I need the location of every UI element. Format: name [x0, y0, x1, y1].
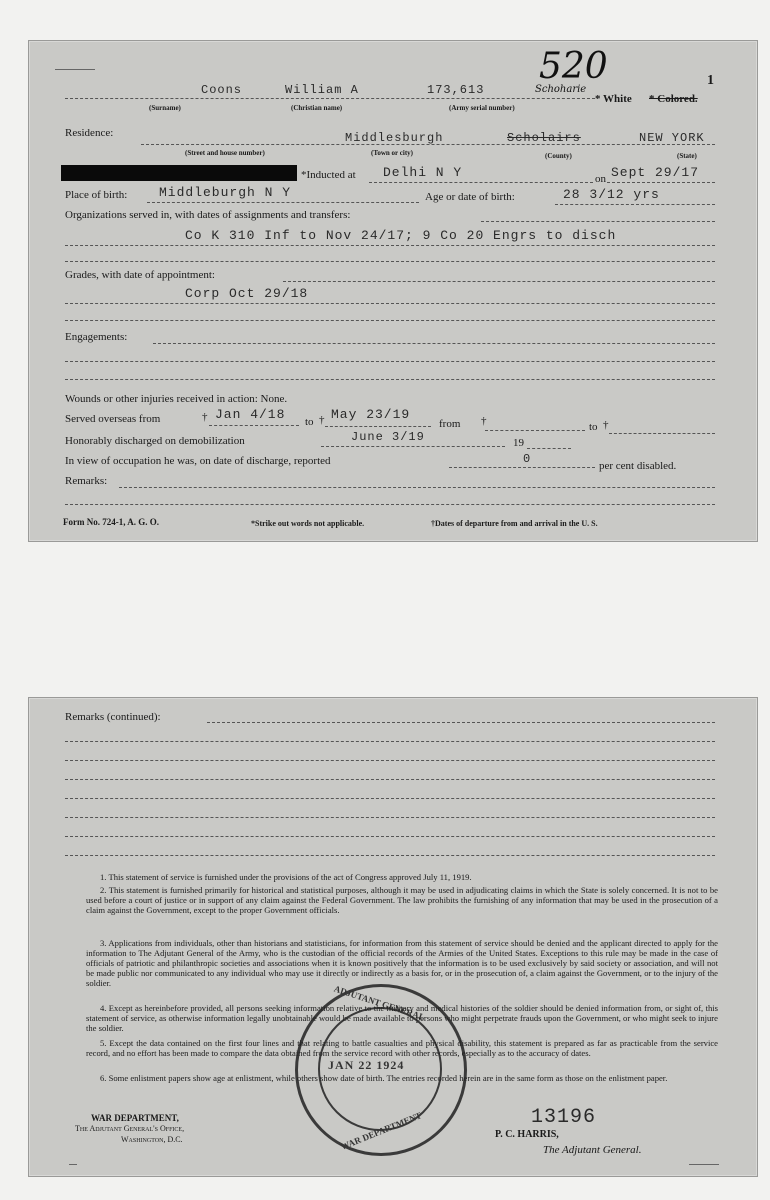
stamp-top-text: ADJUTANT GENERAL — [332, 983, 427, 1023]
age-rule — [555, 204, 715, 205]
grades-label: Grades, with date of appointment: — [65, 269, 215, 281]
organizations-rule-3 — [65, 261, 715, 262]
overseas-from-rule — [209, 425, 299, 426]
organizations-value: Co K 310 Inf to Nov 24/17; 9 Co 20 Engrs to disch — [185, 228, 617, 243]
instruction-paragraph-2: 2. This statement is furnished primarily for historical and statistical purposes, although it may be used in adjudicating claims in which the State is solely concerned. It is not to be used before a court of justice or in support of any claim against the Federal Government. The law prohibits the furnishing of any information that may be used in the prosecution of a claim against the Government, except to the proper Government officials. — [86, 885, 718, 915]
second-from-rule — [485, 430, 585, 431]
corner-tick-right — [689, 1164, 719, 1165]
instruction-paragraph-5: 5. Except the data contained on the first four lines and that relating to battle casualties and physical disability, this statement is prepared as far as practicable from the service record, and no effort has been made to compare the data obtained from the service record with other records, especially as to the accuracy of dates. — [86, 1038, 718, 1058]
disability-rule — [449, 467, 595, 468]
birth-place-rule — [147, 202, 419, 203]
remarks-cont-rule-3 — [65, 760, 715, 761]
form-number: Form No. 724-1, A. G. O. — [63, 517, 159, 527]
christian-name-value: William A — [285, 83, 359, 97]
wounds-label: Wounds or other injuries received in action: None. — [65, 393, 288, 405]
redaction-bar — [61, 165, 297, 181]
organizations-rule-1 — [481, 221, 715, 222]
instruction-paragraph-1: 1. This statement of service is furnished under the provisions of the act of Congress approved July 11, 1919. — [100, 872, 472, 882]
service-card-back — [28, 697, 758, 1177]
occupation-label: In view of occupation he was, on date of discharge, reported — [65, 455, 331, 467]
corner-rule — [55, 69, 95, 70]
town-value: Middlesburgh — [345, 131, 444, 145]
from-label: from — [439, 418, 461, 430]
overseas-to-rule — [325, 426, 431, 427]
disability-percent-value: 0 — [523, 452, 532, 466]
handwritten-record-number: 520 — [539, 46, 608, 87]
birth-place-value: Middleburgh N Y — [159, 185, 292, 200]
dept-line-3: Washington, D.C. — [121, 1135, 183, 1144]
serial-number-value: 173,613 — [427, 83, 485, 97]
engagements-rule-3 — [65, 379, 715, 380]
discharged-label: Honorably discharged on demobilization — [65, 435, 245, 447]
county-caption: (County) — [545, 152, 572, 160]
dagger-mark-3: † — [481, 415, 487, 427]
discharge-date-value: June 3/19 — [351, 430, 425, 444]
to-label-2: to — [589, 421, 598, 433]
surname-value: Coons — [201, 83, 243, 97]
name-rule — [65, 98, 595, 99]
disabled-label: per cent disabled. — [599, 460, 677, 472]
signer-title: The Adjutant General. — [543, 1144, 642, 1156]
remarks-cont-rule-2 — [65, 741, 715, 742]
serial-caption: (Army serial number) — [449, 104, 515, 112]
residence-label: Residence: — [65, 127, 114, 139]
year-prefix: 19 — [513, 437, 524, 449]
overseas-from-value: Jan 4/18 — [215, 407, 286, 422]
signer-name: P. C. HARRIS, — [495, 1129, 559, 1140]
grades-rule-1 — [283, 281, 715, 282]
inducted-place-value: Delhi N Y — [383, 165, 463, 180]
christian-name-caption: (Christian name) — [291, 104, 343, 112]
stamp-date: JAN 22 1924 — [328, 1058, 405, 1072]
stamp-bottom-text: WAR DEPARTMENT — [339, 1110, 424, 1152]
remarks-rule-2 — [65, 504, 715, 505]
dept-line-1: WAR DEPARTMENT, — [91, 1113, 179, 1123]
footnote-dates: †Dates of departure from and arrival in the U. S. — [431, 519, 598, 528]
overseas-to-value: May 23/19 — [331, 407, 411, 422]
dagger-mark-4: † — [603, 419, 609, 431]
state-caption: (State) — [677, 152, 697, 160]
birth-place-label: Place of birth: — [65, 189, 128, 201]
war-department-stamp — [295, 984, 467, 1156]
remarks-cont-rule-5 — [65, 798, 715, 799]
race-white-label: * White — [595, 93, 632, 105]
corner-tick-left — [69, 1164, 77, 1165]
dagger-mark-2: † — [319, 414, 325, 426]
remarks-cont-rule-4 — [65, 779, 715, 780]
engagements-rule-1 — [153, 343, 715, 344]
remarks-label: Remarks: — [65, 475, 108, 487]
street-caption: (Street and house number) — [185, 149, 265, 157]
race-colored-label: * Colored. — [649, 93, 698, 105]
service-card-front — [28, 40, 758, 542]
on-label: on — [595, 173, 606, 185]
remarks-cont-rule-8 — [65, 855, 715, 856]
residence-rule — [141, 144, 715, 145]
engagements-rule-2 — [65, 361, 715, 362]
discharge-date-rule — [321, 446, 505, 447]
town-caption: (Town or city) — [371, 149, 413, 157]
state-value: NEW YORK — [639, 131, 705, 145]
instruction-paragraph-3: 3. Applications from individuals, other than historians and statisticians, for information from this statement of service should be denied and the applicant directed to apply for the information to The Adjutant General of the Army, who is the custodian of the official records of the Armies of the United States. Exceptions to this rule may be made in the case of officials of patriotic and philanthropic societies and associations when it is known positively that the information is to be used exclusively by said society or association, and will not be made public nor communicated to any individual who may use it directly or indirectly as a basis for, or in the prosecution of, a claim against the Government, or to the injury of the soldier. — [86, 938, 718, 988]
inducted-date-value: Sept 29/17 — [611, 165, 700, 180]
overseas-label: Served overseas from — [65, 413, 161, 425]
age-label: Age or date of birth: — [425, 191, 515, 203]
footnote-strike-out: *Strike out words not applicable. — [251, 519, 365, 528]
inducted-label: *Inducted at — [301, 169, 356, 181]
second-to-rule — [609, 433, 715, 434]
grades-value: Corp Oct 29/18 — [185, 286, 309, 301]
dagger-mark-1: † — [202, 411, 208, 423]
remarks-rule-1 — [119, 487, 715, 488]
instruction-paragraph-6: 6. Some enlistment papers show age at enlistment, while others show date of birth. The entries recorded herein are in the same form as those on the enlistment paper. — [100, 1073, 668, 1083]
instruction-paragraph-4: 4. Except as hereinbefore provided, all persons seeking information relative to the military and medical histories of the soldier should be denied information from, or sight of, this statement of service, as otherwise information legally unobtainable would be made available to persons who might perpetrate frauds upon the Government, or who might seek to injure the soldier. — [86, 1003, 718, 1033]
remarks-cont-rule-6 — [65, 817, 715, 818]
page-number: 1 — [707, 73, 714, 88]
surname-caption: (Surname) — [149, 104, 181, 112]
organizations-rule-2 — [65, 245, 715, 246]
inducted-date-rule — [607, 182, 715, 183]
remarks-continued-label: Remarks (continued): — [65, 711, 161, 723]
remarks-cont-rule-1 — [207, 722, 715, 723]
engagements-label: Engagements: — [65, 331, 128, 343]
grades-rule-3 — [65, 320, 715, 321]
stamped-number: 13196 — [531, 1106, 597, 1129]
handwritten-correction: Schoharie — [535, 84, 587, 95]
to-label-1: to — [305, 416, 314, 428]
year-rule — [527, 448, 571, 449]
dept-line-2: The Adjutant General's Office, — [75, 1124, 185, 1133]
organizations-label: Organizations served in, with dates of assignments and transfers: — [65, 209, 351, 221]
inducted-rule — [369, 182, 593, 183]
remarks-cont-rule-7 — [65, 836, 715, 837]
grades-rule-2 — [65, 303, 715, 304]
age-value: 28 3/12 yrs — [563, 187, 660, 202]
county-value: Scholairs — [507, 131, 581, 145]
